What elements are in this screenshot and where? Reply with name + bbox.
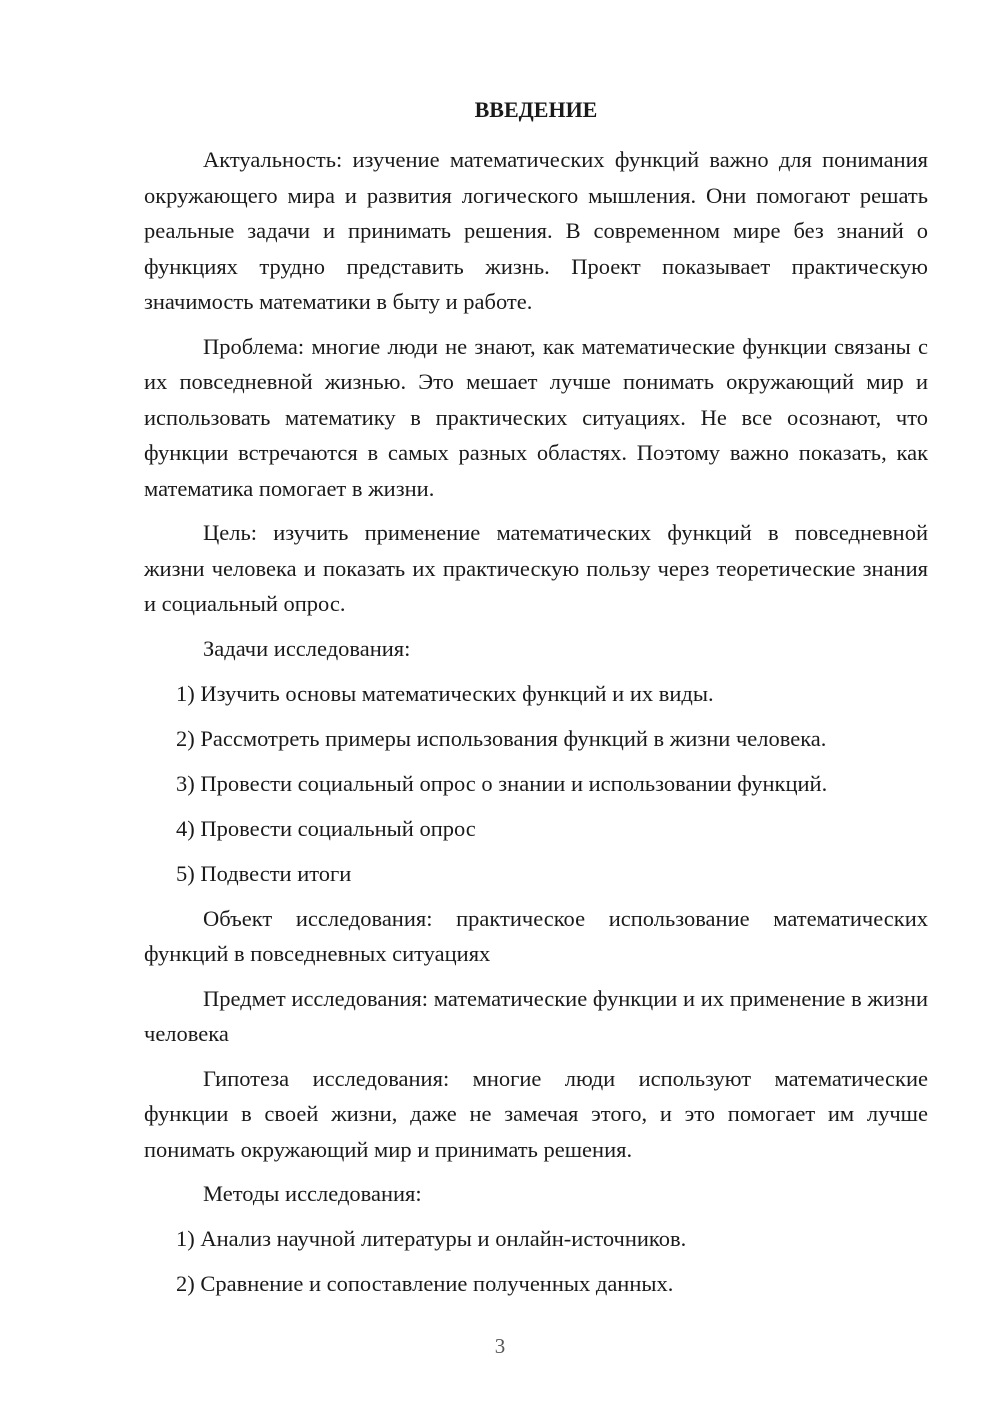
method-item: 2) Сравнение и сопоставление полученных данных.	[176, 1271, 674, 1296]
page-number: 3	[494, 1334, 506, 1358]
task-item: 5) Подвести итоги	[176, 860, 352, 886]
methods-label: Методы исследования:	[203, 1181, 422, 1206]
tasks-label: Задачи исследования:	[203, 635, 411, 661]
task-item: 1) Изучить основы математических функций и их виды.	[176, 680, 714, 706]
relevance-paragraph: Актуальность: изучение математических функций важно для понимания окружающего мира и развития логического мышления. Они помогают решать реальные задачи и принимать решения. В современном мире без знаний о функциях трудно представить жизнь. Проект показывает практическую значимость математики в быту и работе.	[144, 147, 928, 314]
goal-paragraph: Цель: изучить применение математических функций в повседневной жизни человека и показать их практическую пользу через теоретические знания и социальный опрос.	[144, 520, 928, 616]
task-item: 4) Провести социальный опрос	[176, 815, 476, 841]
section-heading: ВВЕДЕНИЕ	[474, 97, 598, 122]
problem-paragraph: Проблема: многие люди не знают, как математические функции связаны с их повседневной жизнью. Это мешает лучше понимать окружающий мир и использовать математику в практических ситуациях. Не все осознают, что функции встречаются в самых разных областях. Поэтому важно показать, как математика помогает в жизни.	[144, 333, 928, 501]
methods-list	[144, 1221, 928, 1302]
object-paragraph: Объект исследования: практическое использование математических функций в повседневных ситуациях	[144, 905, 928, 966]
task-item: 3) Провести социальный опрос о знании и использовании функций.	[176, 770, 828, 796]
subject-paragraph: Предмет исследования: математические функции и их применение в жизни человека	[144, 985, 928, 1046]
tasks-list	[144, 676, 928, 892]
task-item: 2) Рассмотреть примеры использования функций в жизни человека.	[176, 725, 827, 751]
method-item: 1) Анализ научной литературы и онлайн-источников.	[176, 1226, 687, 1251]
document-page	[144, 92, 928, 1311]
hypothesis-paragraph: Гипотеза исследования: многие люди используют математические функции в своей жизни, даже не замечая этого, и это помогает им лучше понимать окружающий мир и принимать решения.	[144, 1065, 928, 1162]
